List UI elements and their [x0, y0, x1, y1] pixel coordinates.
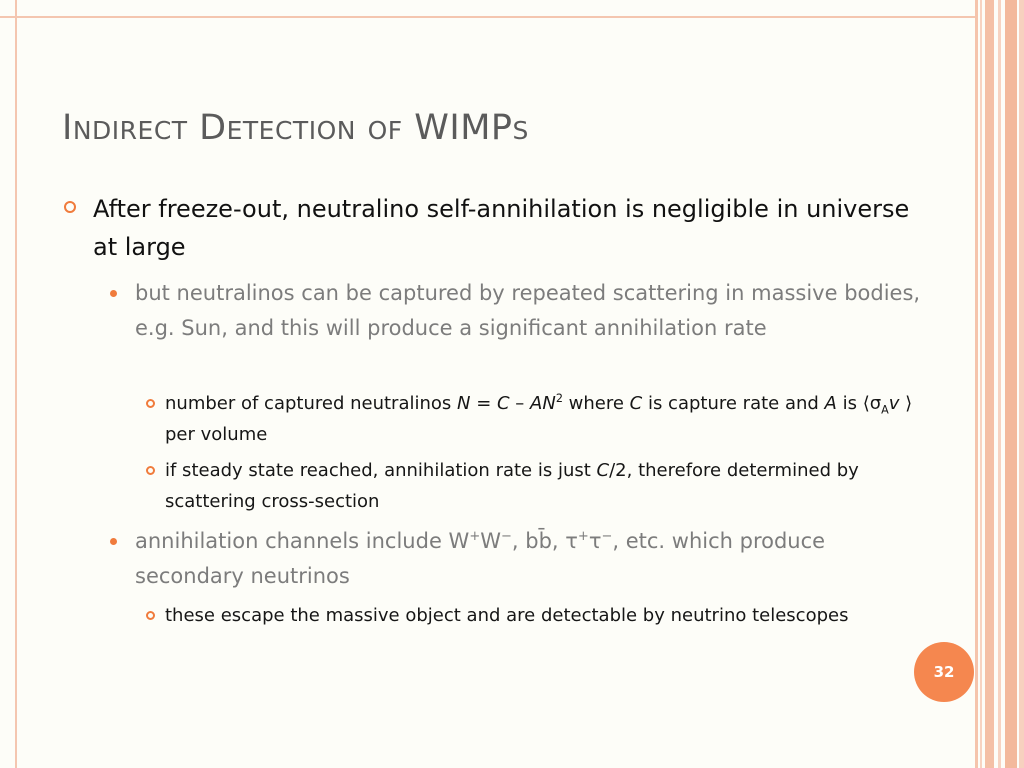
left-border-line	[15, 0, 17, 768]
bullet-level2: but neutralinos can be captured by repeated scattering in massive bodies, e.g. Sun, and this will produce a significant annihilation rate	[135, 281, 921, 340]
top-border-line	[0, 16, 978, 18]
dot-bullet-icon	[110, 290, 117, 297]
bullet-level1: After freeze-out, neutralino self-annihilation is negligible in universe at large	[93, 195, 910, 261]
ring-bullet-icon	[146, 466, 155, 475]
bullet-level3: these escape the massive object and are detectable by neutrino telescopes	[165, 605, 849, 626]
bullet-level2: annihilation channels include W+W−, bb̄, τ+τ−, etc. which produce secondary neutrinos	[135, 529, 826, 588]
decorative-stripe	[985, 0, 994, 768]
dot-bullet-icon	[110, 538, 117, 545]
bullet-level3: number of captured neutralinos $N = C - AN^2$ where C is capture rate and A is $⟨\sigma_Av$ ⟩ per volume	[165, 392, 913, 445]
decorative-stripe	[998, 0, 1001, 768]
ring-bullet-icon	[146, 399, 155, 408]
decorative-stripe	[1019, 0, 1024, 768]
bullet-level3: if steady state reached, annihilation rate is just C/2, therefore determined by scattering cross-section	[165, 460, 859, 512]
page-number-badge: 32	[914, 642, 974, 702]
slide-title: Indirect Detection of WIMPs	[62, 108, 529, 148]
ring-bullet-icon	[146, 611, 155, 620]
decorative-stripe	[975, 0, 978, 768]
ring-bullet-icon	[64, 201, 76, 213]
decorative-stripe	[980, 0, 982, 768]
decorative-stripe	[1005, 0, 1017, 768]
